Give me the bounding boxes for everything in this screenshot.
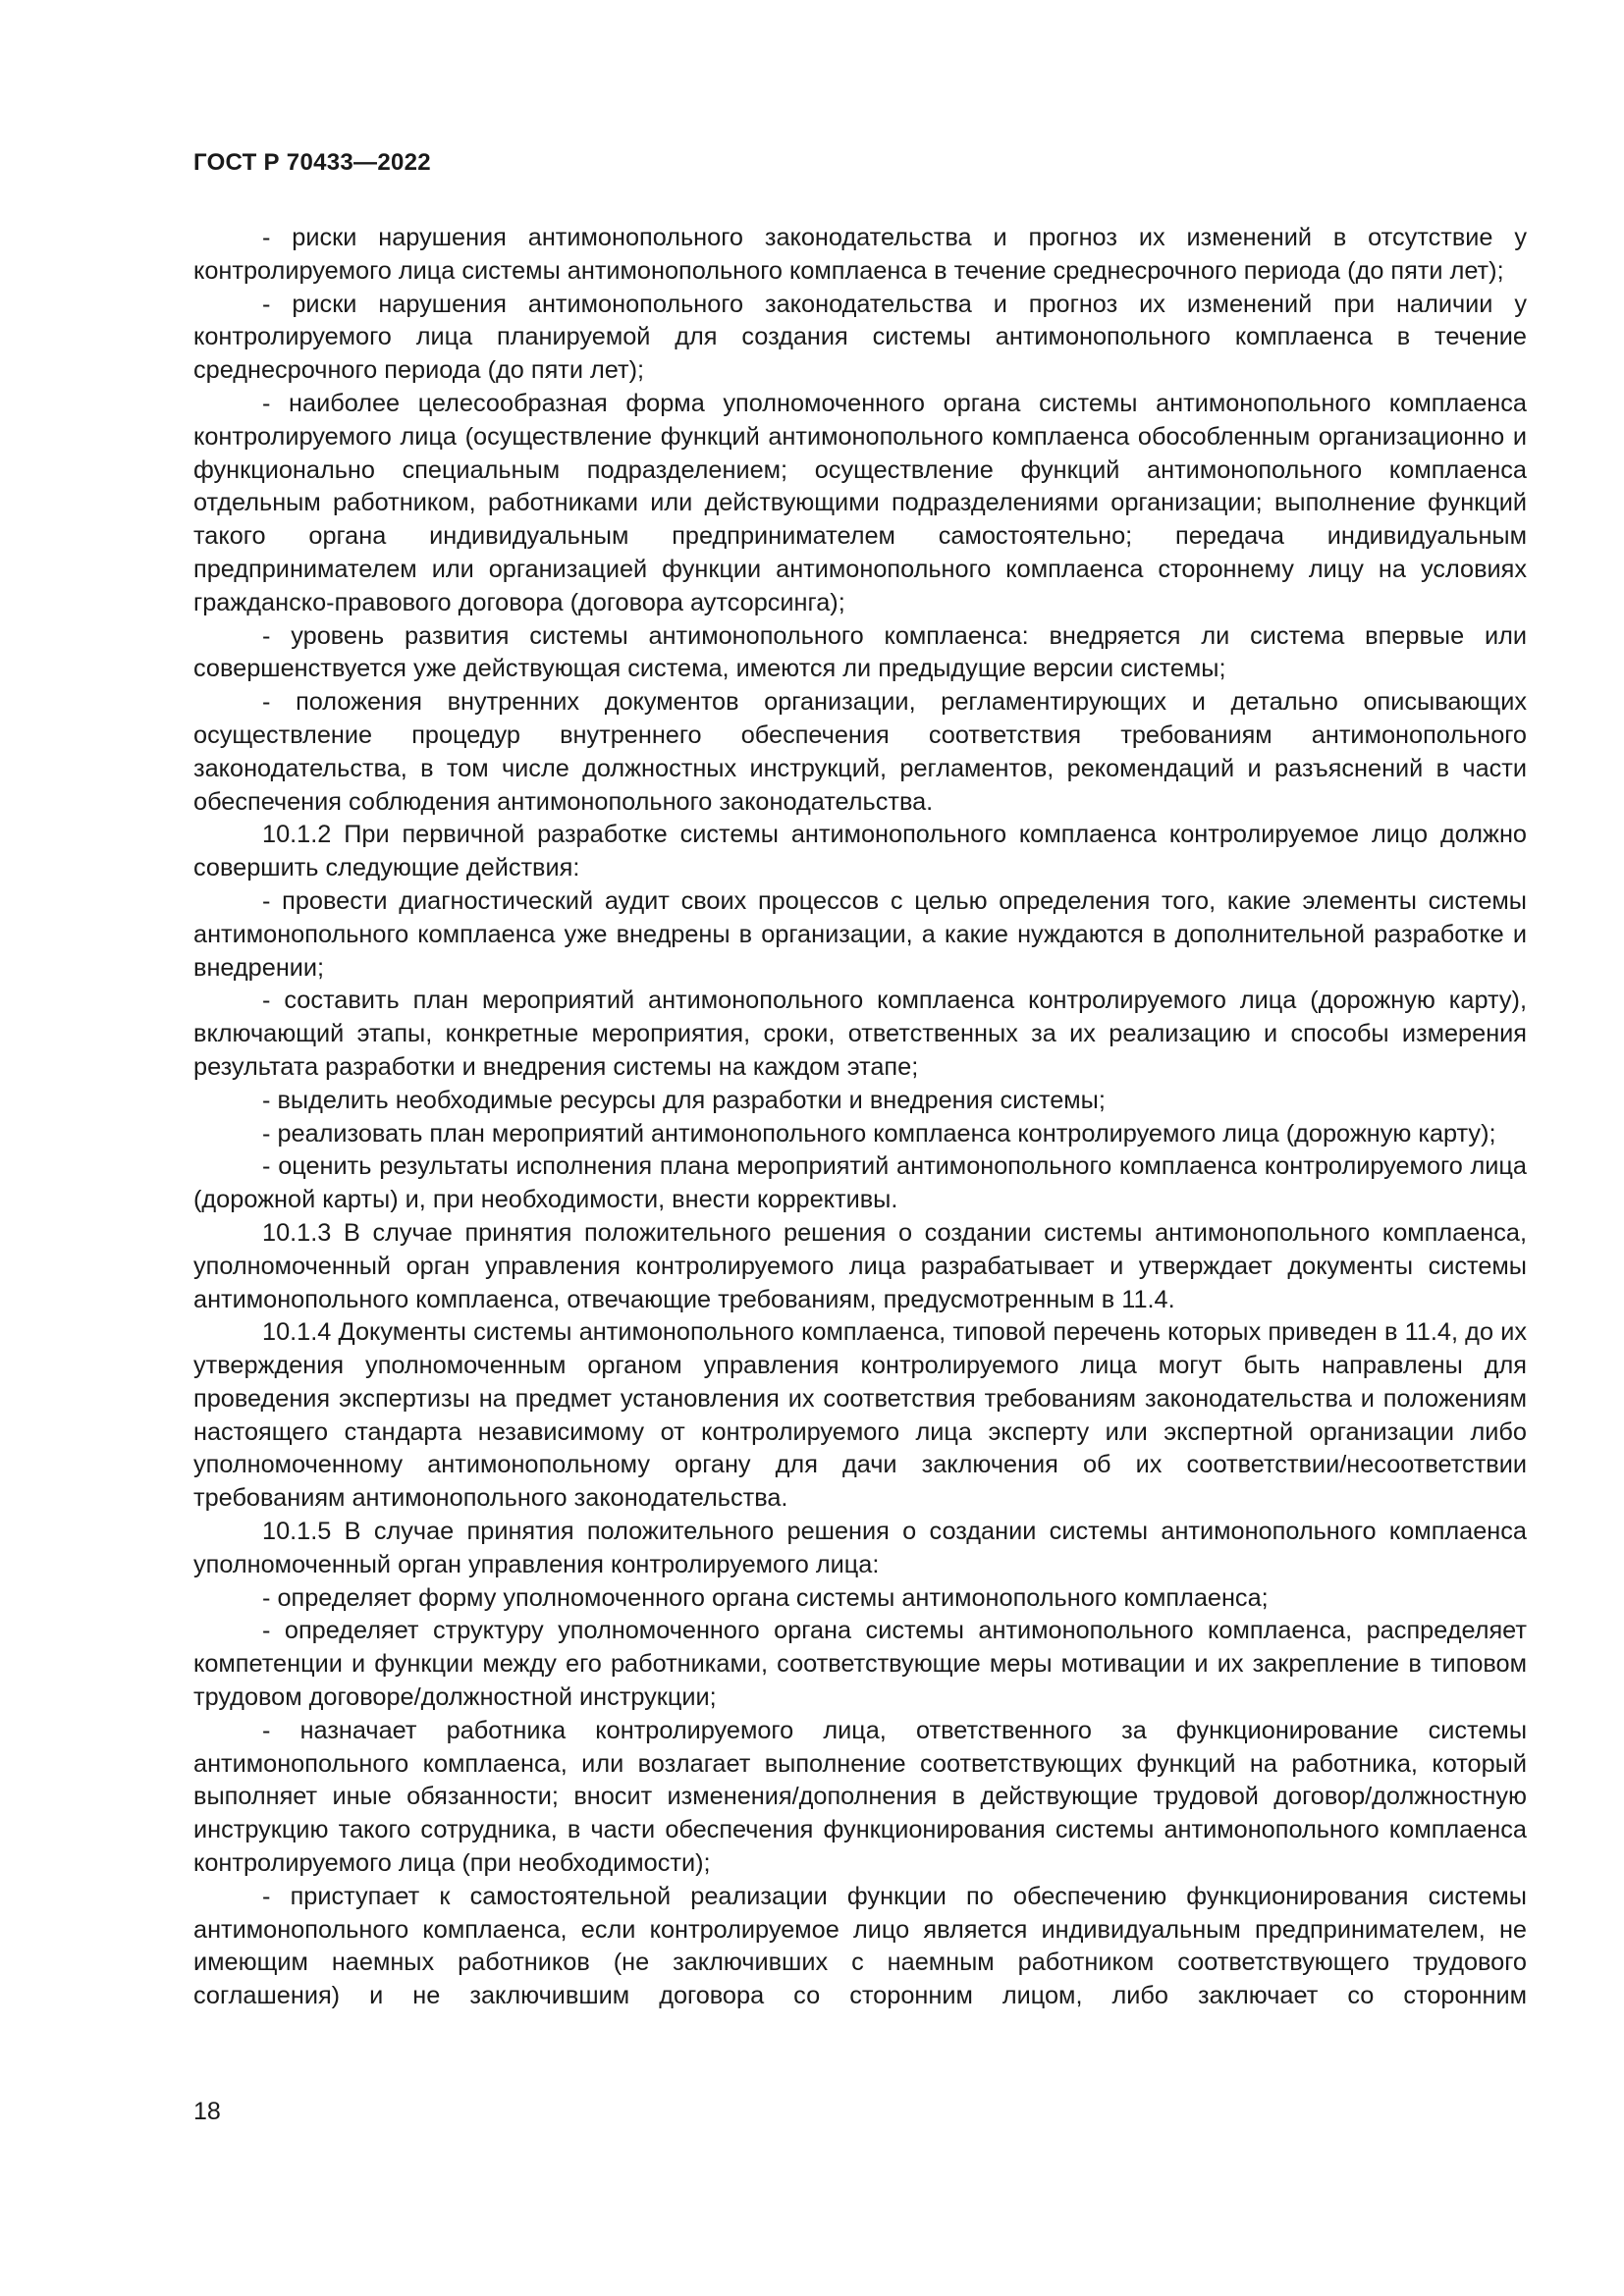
paragraph: - реализовать план мероприятий антимонопольного комплаенса контролируемого лица (дорожную карту); bbox=[262, 1119, 1496, 1148]
paragraph: 10.1.5 В случае принятия положительного решения о создании системы антимонопольного комплаенса уполномоченный орган управления контролируемого лица: bbox=[193, 1518, 1527, 1578]
paragraph: - приступает к самостоятельной реализации функции по обеспечению функционирования системы антимонопольного комплаенса, если контролируемое лицо является индивидуальным предпринимателем, не имеющим наемных работников (не заключивших с наемным работником соответствующего трудового соглашения) и не заключившим договора со сторонним лицом, либо заключает со сторонним bbox=[193, 1882, 1527, 2010]
paragraph: - определяет форму уполномоченного органа системы антимонопольного комплаенса; bbox=[262, 1583, 1269, 1612]
paragraph: - оценить результаты исполнения плана мероприятий антимонопольного комплаенса контролируемого лица (дорожной карты) и, при необходимости, внести коррективы. bbox=[193, 1152, 1527, 1214]
paragraph: - положения внутренних документов организации, регламентирующих и детально описывающих осуществление процедур внутреннего обеспечения соответствия требованиям антимонопольного законодательства, в том числе должностных инструкций, регламентов, рекомендаций и разъяснений в части обеспечения соблюдения антимонопольного законодательства. bbox=[193, 688, 1527, 816]
paragraph: - наиболее целесообразная форма уполномоченного органа системы антимонопольного комплаенса контролируемого лица (осуществление функций антимонопольного комплаенса обособленным организационно и функционально специальным подразделением; осуществление функций антимонопольного комплаенса отдельным работником, работниками или действующими подразделениями организации; выполнение функций такого органа индивидуальным предпринимателем самостоятельно; передача индивидуальным предпринимателем или организацией функции антимонопольного комплаенса стороннему лицу на условиях гражданско-правового договора (договора аутсорсинга); bbox=[193, 389, 1527, 616]
paragraph: 10.1.2 При первичной разработке системы антимонопольного комплаенса контролируемое лицо должно совершить следующие действия: bbox=[193, 821, 1527, 882]
paragraph: - определяет структуру уполномоченного органа системы антимонопольного комплаенса, распределяет компетенции и функции между его работниками, соответствующие меры мотивации и их закрепление в типовом трудовом договоре/должностной инструкции; bbox=[193, 1617, 1527, 1712]
paragraph: - уровень развития системы антимонопольного комплаенса: внедряется ли система впервые или совершенствуется уже действующая система, имеются ли предыдущие версии системы; bbox=[193, 621, 1527, 683]
document-code-header: ГОСТ Р 70433—2022 bbox=[193, 149, 431, 176]
paragraph: 10.1.4 Документы системы антимонопольного комплаенса, типовой перечень которых приведен в 11.4, до их утверждения уполномоченным органом управления контролируемого лица могут быть направлены для проведения экспертизы на предмет установления их соответствия требованиям законодательства и положениям настоящего стандарта независимому от контролируемого лица эксперту или экспертной организации либо уполномоченному антимонопольному органу для дачи заключения об их соответствии/несоответствии требованиям антимонопольного законодательства. bbox=[193, 1318, 1527, 1513]
document-body bbox=[193, 222, 1527, 2013]
paragraph: - провести диагностический аудит своих процессов с целью определения того, какие элементы системы антимонопольного комплаенса уже внедрены в организации, а какие нуждаются в дополнительной разработке и внедрении; bbox=[193, 886, 1527, 982]
paragraph: - назначает работника контролируемого лица, ответственного за функционирование системы антимонопольного комплаенса, или возлагает выполнение соответствующих функций на работника, который выполняет иные обязанности; вносит изменения/дополнения в действующие трудовой договор/должностную инструкцию такого сотрудника, в части обеспечения функционирования системы антимонопольного комплаенса контролируемого лица (при необходимости); bbox=[193, 1716, 1527, 1878]
page-number: 18 bbox=[193, 2098, 221, 2125]
paragraph: 10.1.3 В случае принятия положительного решения о создании системы антимонопольного комплаенса, уполномоченный орган управления контролируемого лица разрабатывает и утверждает документы системы антимонопольного комплаенса, отвечающие требованиям, предусмотренным в 11.4. bbox=[193, 1218, 1527, 1313]
paragraph: - составить план мероприятий антимонопольного комплаенса контролируемого лица (дорожную карту), включающий этапы, конкретные мероприятия, сроки, ответственных за их реализацию и способы измерения результата разработки и внедрения системы на каждом этапе; bbox=[193, 987, 1527, 1081]
paragraph: - выделить необходимые ресурсы для разработки и внедрения системы; bbox=[262, 1086, 1106, 1114]
paragraph: - риски нарушения антимонопольного законодательства и прогноз их изменений при наличии у контролируемого лица планируемой для создания системы антимонопольного комплаенса в течение среднесрочного периода (до пяти лет); bbox=[193, 290, 1527, 385]
paragraph: - риски нарушения антимонопольного законодательства и прогноз их изменений в отсутствие у контролируемого лица системы антимонопольного комплаенса в течение среднесрочного периода (до пяти лет); bbox=[193, 224, 1527, 285]
